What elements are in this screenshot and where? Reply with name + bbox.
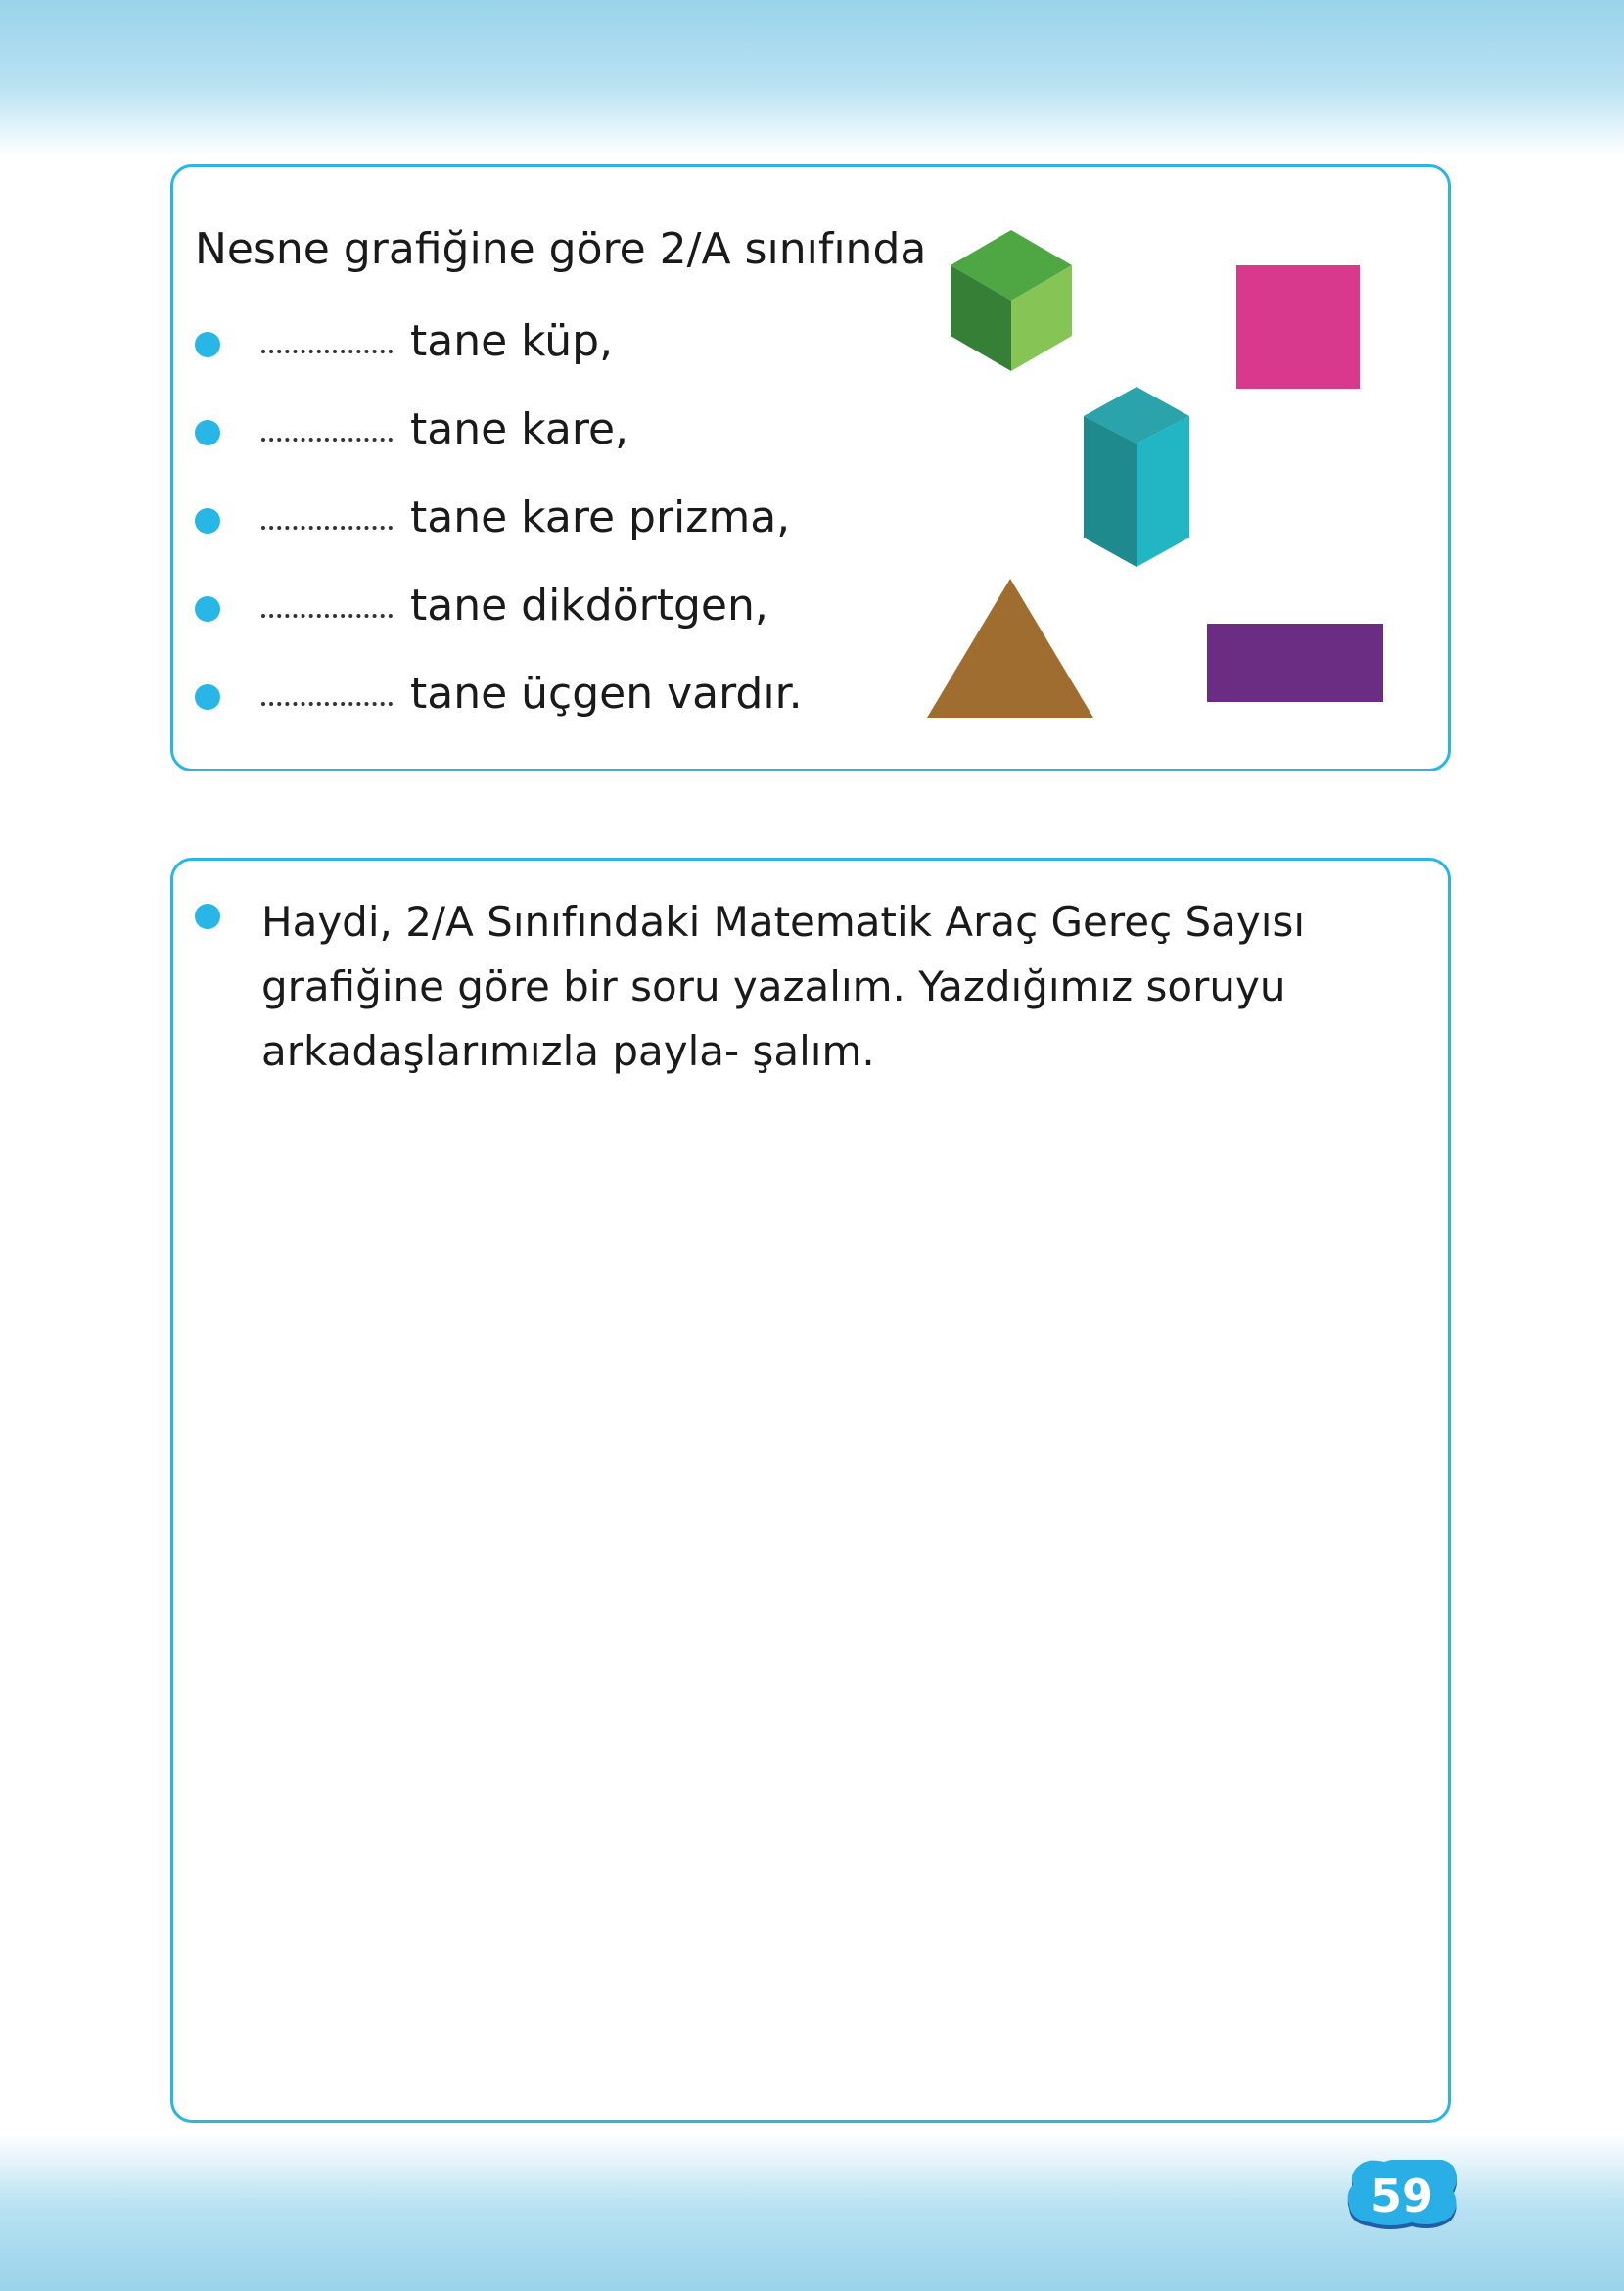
top-band: [0, 0, 1624, 157]
cube-shape: [947, 228, 1076, 375]
square-shape: [1236, 265, 1360, 389]
list-item: [173, 312, 858, 371]
answer-blank[interactable]: [261, 702, 393, 706]
list-item: [173, 665, 858, 724]
item-label: tane küp,: [410, 316, 614, 366]
write-question-panel: [170, 858, 1451, 2123]
triangle-shape: [925, 577, 1095, 720]
count-shapes-panel: [170, 164, 1451, 771]
answer-blank[interactable]: [261, 614, 393, 618]
bullet-icon: [195, 904, 220, 929]
bullet-icon: [195, 332, 220, 357]
bullet-icon: [195, 596, 220, 622]
page-number: 59: [1369, 2170, 1433, 2222]
panel-intro: Nesne grafiğine göre 2/A sınıfında: [195, 224, 927, 274]
question-prompt: Haydi, 2/A Sınıfındaki Matematik Araç Gereç Sayısı grafiğine göre bir soru yazalım. Yazdığımız soruyu arkadaşlarımızla payla- şalım.: [261, 898, 1305, 1075]
answer-blank[interactable]: [261, 526, 393, 530]
rectangle-shape: [1207, 624, 1383, 702]
item-label: tane kare prizma,: [410, 492, 791, 542]
square-prism-shape: [1082, 385, 1191, 571]
list-item: [173, 577, 858, 635]
item-label: tane üçgen vardır.: [410, 669, 803, 719]
bullet-icon: [195, 684, 220, 710]
item-label: tane kare,: [410, 404, 629, 454]
item-label: tane dikdörtgen,: [410, 581, 768, 631]
bullet-icon: [195, 508, 220, 534]
list-item: [173, 400, 858, 459]
answer-blank[interactable]: [261, 438, 393, 442]
answer-blank[interactable]: [261, 350, 393, 353]
list-item: [173, 489, 858, 547]
bullet-icon: [195, 420, 220, 445]
